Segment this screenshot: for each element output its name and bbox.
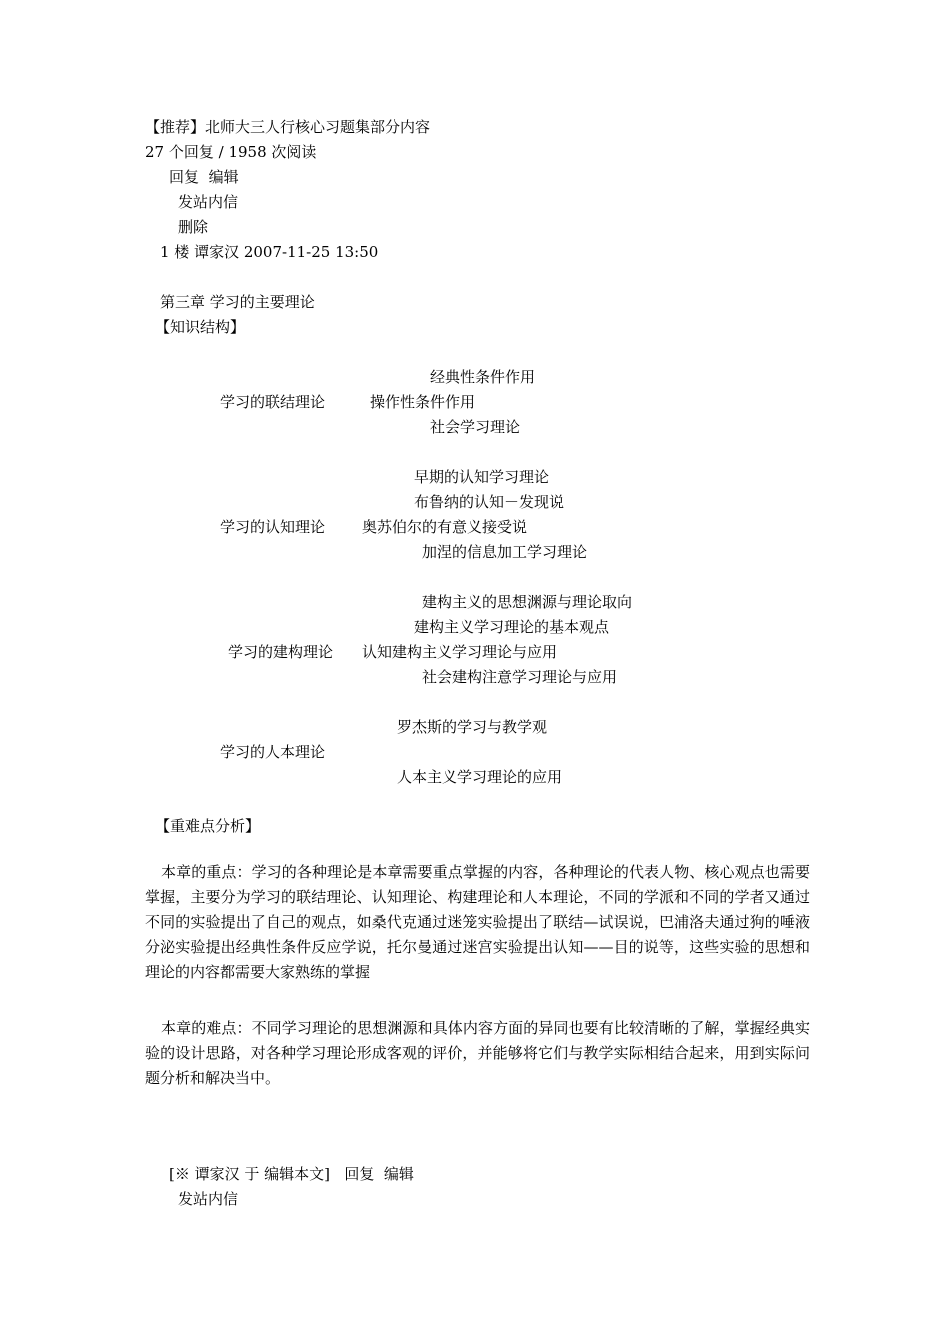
edit-note: [※ 谭家汉 于 编辑本文] — [169, 1165, 331, 1183]
post-actions — [169, 167, 239, 187]
post-stats: 27 个回复 / 1958 次阅读 — [145, 143, 317, 161]
group-item: 早期的认知学习理论 — [414, 468, 550, 486]
key-points-paragraph: 本章的重点：学习的各种理论是本章需要重点掌握的内容，各种理论的代表人物、核心观点也需要掌握，主要分为学习的联结理论、认知理论、构建理论和人本理论，不同的学派和不同的学者又通过不同的实验提出了自己的观点，如桑代克通过迷笼实验提出了联结—试误说，巴浦洛夫通过狗的唾液分泌实验提出经典性条件反应学说，托尔曼通过迷宫实验提出认知——目的说等，这些实验的思想和理论的内容都需要大家熟练的掌握 — [145, 863, 810, 981]
edit-link[interactable]: 编辑 — [208, 168, 239, 186]
group-item: 认知建构主义学习理论与应用 — [362, 643, 558, 661]
group-item: 奥苏伯尔的有意义接受说 — [362, 518, 528, 536]
group-name: 学习的认知理论 — [220, 518, 326, 536]
group-item: 操作性条件作用 — [370, 393, 476, 411]
analysis-heading: 【重难点分析】 — [155, 817, 261, 835]
group-name: 学习的建构理论 — [228, 643, 334, 661]
group-item: 社会建构注意学习理论与应用 — [422, 668, 618, 686]
group-name: 学习的联结理论 — [220, 393, 326, 411]
group-item: 布鲁纳的认知－发现说 — [414, 493, 565, 511]
footer-reply-link[interactable]: 回复 — [344, 1165, 375, 1183]
footer-message-link[interactable]: 发站内信 — [178, 1190, 239, 1208]
group-item: 建构主义学习理论的基本观点 — [414, 618, 610, 636]
knowledge-heading: 【知识结构】 — [155, 318, 246, 336]
group-item: 加涅的信息加工学习理论 — [422, 543, 588, 561]
group-name: 学习的人本理论 — [220, 743, 326, 761]
group-item: 经典性条件作用 — [430, 368, 536, 386]
footer-actions — [169, 1164, 414, 1184]
chapter-title: 第三章 学习的主要理论 — [160, 293, 315, 311]
difficult-points-paragraph: 本章的难点：不同学习理论的思想渊源和具体内容方面的异同也要有比较清晰的了解，掌握经典实验的设计思路，对各种学习理论形成客观的评价，并能够将它们与教学实际相结合起来，用到实际问题分析和解决当中。 — [145, 1019, 810, 1087]
post-title: 【推荐】北师大三人行核心习题集部分内容 — [145, 118, 431, 136]
group-item: 社会学习理论 — [430, 418, 521, 436]
delete-link[interactable]: 删除 — [178, 218, 209, 236]
group-item: 罗杰斯的学习与教学观 — [397, 718, 548, 736]
message-link[interactable]: 发站内信 — [178, 193, 239, 211]
group-item: 人本主义学习理论的应用 — [397, 768, 563, 786]
group-item: 建构主义的思想渊源与理论取向 — [422, 593, 633, 611]
footer-edit-link[interactable]: 编辑 — [383, 1165, 414, 1183]
reply-link[interactable]: 回复 — [169, 168, 200, 186]
floor-info: 1 楼 谭家汉 2007-11-25 13:50 — [160, 243, 379, 261]
